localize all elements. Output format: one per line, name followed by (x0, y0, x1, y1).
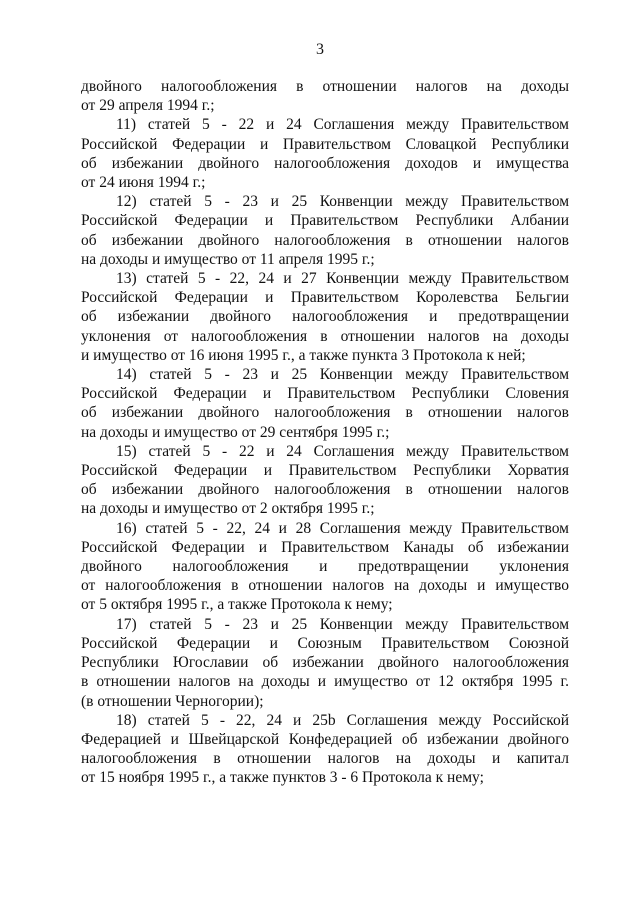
paragraph (81, 115, 569, 192)
text-line: 15) статей 5 - 22 и 24 Соглашения между Правительством (116, 442, 569, 460)
paragraph (81, 77, 569, 115)
text-line: Российской Федерации и Правительством Канады об избежании (81, 538, 569, 556)
text-line: (в отношении Черногории); (81, 692, 264, 710)
text-line: 13) статей 5 - 22, 24 и 27 Конвенции между Правительством (116, 270, 569, 288)
text-line: Российской Федерации и Правительством Республики Хорватия (81, 462, 569, 480)
text-line: от 5 октября 1995 г., а также Протокола к нему; (81, 596, 393, 614)
text-line: Российской Федерации и Правительством Королевства Бельгии (81, 289, 569, 307)
text-line: от налогообложения в отношении налогов на доходы и имущество (81, 577, 569, 595)
text-line: 16) статей 5 - 22, 24 и 28 Соглашения между Правительством (116, 519, 569, 537)
text-line: 12) статей 5 - 23 и 25 Конвенции между Правительством (116, 193, 569, 211)
paragraph (81, 365, 569, 442)
text-line: 14) статей 5 - 23 и 25 Конвенции между Правительством (116, 366, 569, 384)
text-line: об избежании двойного налогообложения доходов и имущества (81, 154, 569, 172)
text-line: двойного налогообложения и предотвращении уклонения (81, 558, 569, 576)
text-line: Российской Федерации и Правительством Словацкой Республики (81, 135, 569, 153)
text-line: от 24 июня 1994 г.; (81, 174, 206, 192)
text-line: на доходы и имущество от 2 октября 1995 г.; (81, 500, 375, 518)
text-line: двойного налогообложения в отношении налогов на доходы (81, 78, 569, 95)
text-line: на доходы и имущество от 11 апреля 1995 г.; (81, 250, 375, 268)
text-line: Российской Федерации и Правительством Республики Словения (81, 385, 569, 403)
paragraph (81, 269, 569, 365)
text-line: и имущество от 16 июня 1995 г., а также пункта 3 Протокола к ней; (81, 346, 526, 364)
paragraph (81, 711, 569, 788)
paragraph (81, 442, 569, 519)
text-line: 17) статей 5 - 23 и 25 Конвенции между Правительством (116, 615, 569, 633)
text-line: в отношении налогов на доходы и имущество от 12 октября 1995 г. (81, 673, 569, 691)
text-line: от 29 апреля 1994 г.; (81, 97, 215, 115)
text-line: Республики Югославии об избежании двойного налогообложения (81, 654, 569, 672)
text-line: об избежании двойного налогообложения в отношении налогов (81, 481, 569, 499)
text-line: Российской Федерации и Союзным Правительством Союзной (81, 634, 569, 652)
paragraph (81, 519, 569, 615)
paragraph (81, 192, 569, 269)
text-line: об избежании двойного налогообложения в отношении налогов (81, 404, 569, 422)
text-line: 18) статей 5 - 22, 24 и 25b Соглашения между Российской (116, 711, 569, 729)
paragraph (81, 615, 569, 711)
text-line: 11) статей 5 - 22 и 24 Соглашения между Правительством (116, 116, 569, 134)
document-body (81, 77, 569, 788)
text-line: на доходы и имущество от 29 сентября 1995 г.; (81, 423, 390, 441)
page-number: 3 (316, 41, 324, 58)
text-line: Российской Федерации и Правительством Республики Албании (81, 212, 569, 230)
text-line: об избежании двойного налогообложения в отношении налогов (81, 231, 569, 249)
text-line: от 15 ноября 1995 г., а также пунктов 3 - 6 Протокола к нему; (81, 769, 484, 787)
text-line: уклонения от налогообложения в отношении налогов на доходы (81, 327, 569, 345)
text-line: об избежании двойного налогообложения и предотвращении (81, 308, 569, 326)
text-line: Федерацией и Швейцарской Конфедерацией об избежании двойного (81, 730, 569, 748)
text-line: налогообложения в отношении налогов на доходы и капитал (81, 750, 569, 768)
